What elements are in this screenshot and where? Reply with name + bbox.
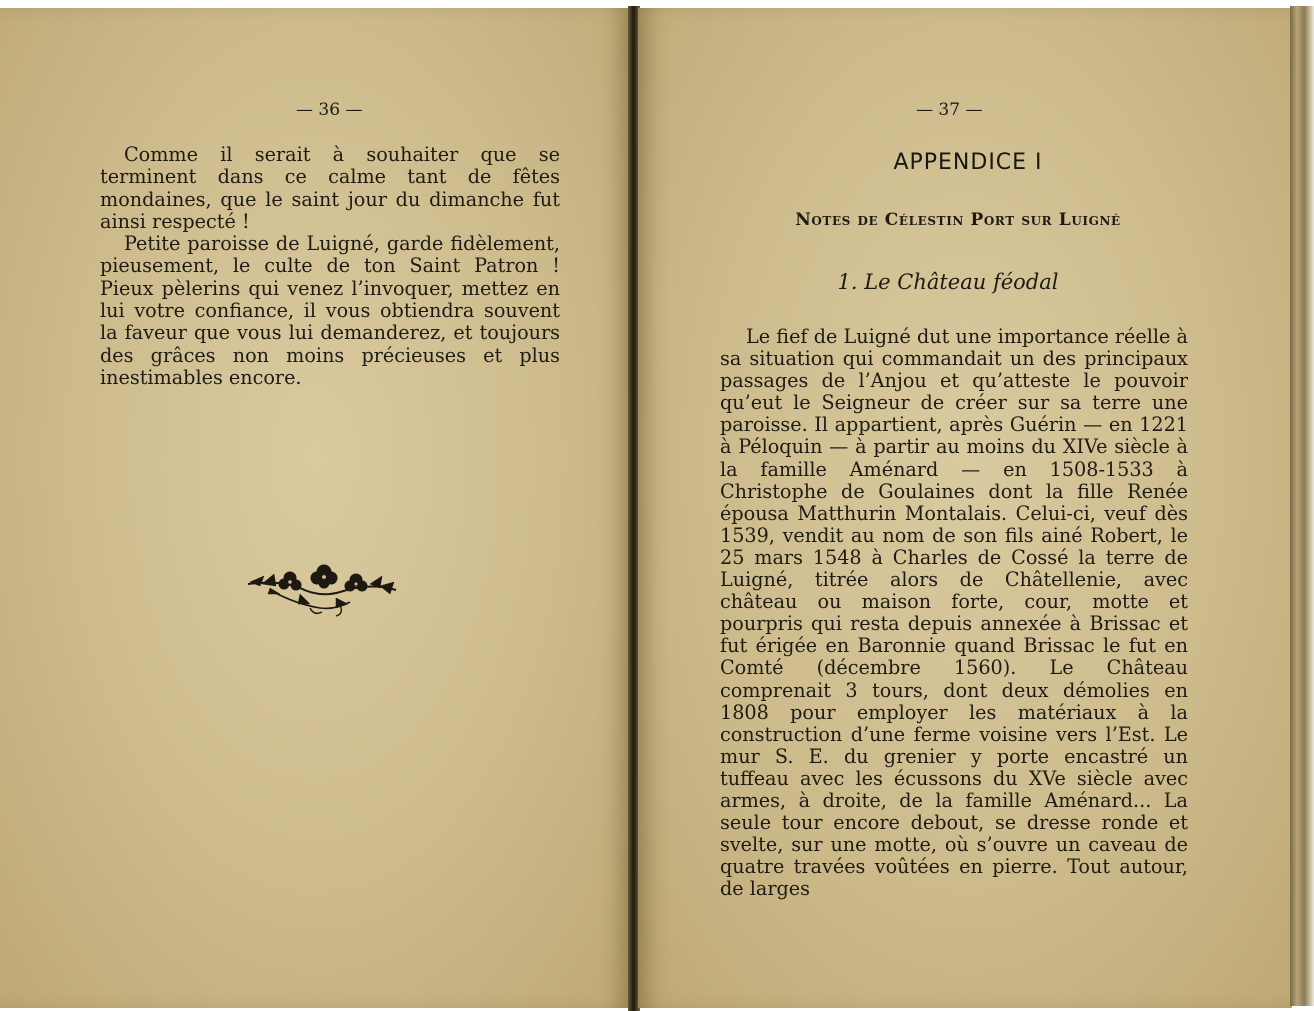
section-heading: 1. Le Château féodal bbox=[837, 270, 1059, 294]
page-edge bbox=[1290, 6, 1314, 1006]
page-number-right: — 37 — bbox=[916, 100, 983, 120]
page-number-left: — 36 — bbox=[296, 100, 363, 120]
right-page bbox=[638, 8, 1292, 1008]
paragraph-left-2: Petite paroisse de Luigné, garde fidèlement, pieusement, le culte de ton Saint Patron ! Pieux pèlerins qui venez l’invoquer, mettez en lui votre confiance, il vous obtiendra souvent la faveur que vous lui demanderez, et toujours des grâces non moins précieuses et plus inestimables encore. bbox=[100, 232, 560, 389]
paragraph-right-1: Le fief de Luigné dut une importance réelle à sa situation qui commandait un des principaux passages de l’Anjou et qu’atteste le pouvoir qu’eut le Seigneur de créer sur sa terre une paroisse. Il appartient, après Guérin — en 1221 à Péloquin — à partir au moins du XIVe siècle à la famille Aménard — en 1508-1533 à Christophe de Goulaines dont la fille Renée épousa Matthurin Montalais. Celui-ci, veuf dès 1539, vendit au nom de son fils ainé Robert, le 25 mars 1548 à Charles de Cossé la terre de Luigné, titrée alors de Châtellenie, avec château ou maison forte, cour, motte et pourpris qui resta depuis annexée à Brissac et fut érigée en Baronnie quand Brissac le fut en Comté (décembre 1560). Le Château comprenait 3 tours, dont deux démolies en 1808 pour employer les matériaux à la construction d’une ferme voisine vers l’Est. Le mur S. E. du grenier y porte encastré un tuffeau avec les écussons du XVe siècle avec armes, à droite, de la famille Aménard... La seule tour encore debout, se dresse ronde et svelte, sur une motte, où s’ouvre un caveau de quatre travées voûtées en pierre. Tout autour, de larges bbox=[720, 325, 1188, 901]
left-page bbox=[0, 8, 630, 1008]
notes-heading: Notes de Célestin Port sur Luigné bbox=[795, 210, 1121, 230]
paragraph-left-1: Comme il serait à souhaiter que se terminent dans ce calme tant de fêtes mondaines, que le saint jour du dimanche fut ainsi respecté ! bbox=[100, 143, 560, 233]
floral-vignette-icon bbox=[240, 564, 400, 625]
left-page-body bbox=[100, 144, 560, 389]
appendix-title: APPENDICE I bbox=[893, 150, 1043, 175]
right-page-body bbox=[720, 326, 1188, 900]
